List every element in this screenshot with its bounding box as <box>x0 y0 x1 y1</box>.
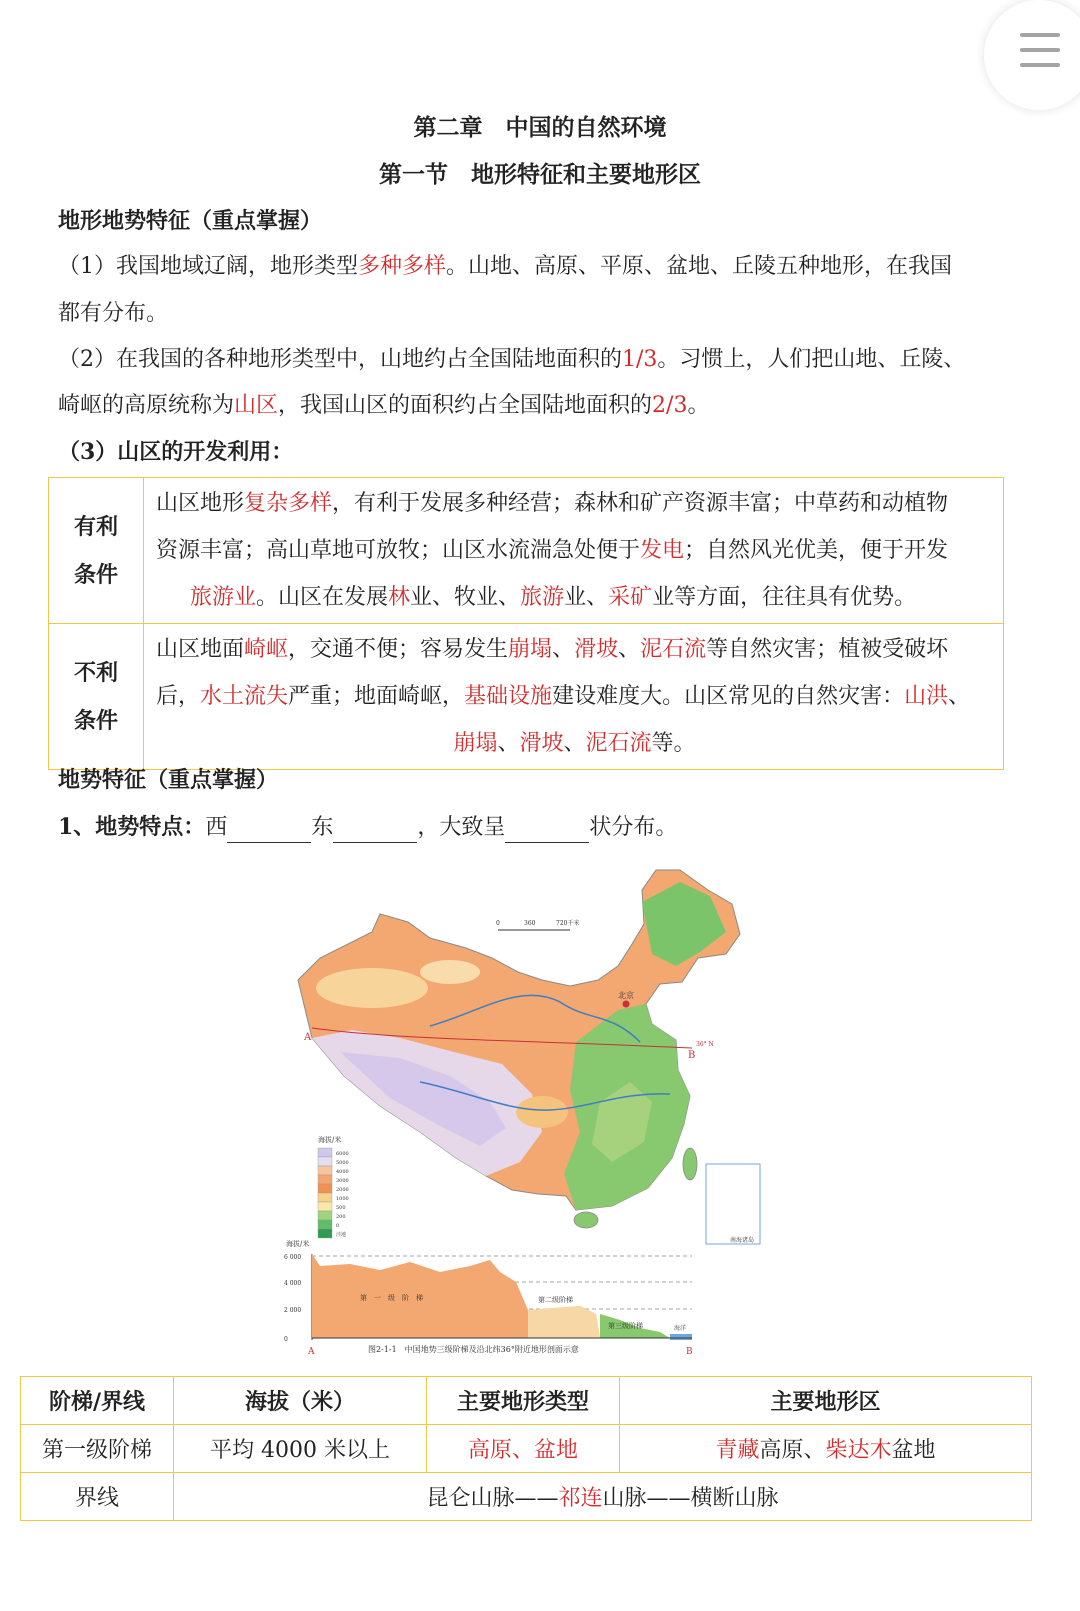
unfavorable-text: 山区地面崎岖，交通不便；容易发生崩塌、滑坡、泥石流等自然灾害；植被受破坏 后，水土流失严重；地面崎岖，基础设施建设难度大。山区常见的自然灾害：山洪、 崩塌、滑坡、泥石流等。 <box>144 624 1004 770</box>
legend-label: 4000 <box>336 1169 349 1175</box>
taiwan <box>683 1148 697 1180</box>
cell-first-altitude: 平均 4000 米以上 <box>174 1425 427 1473</box>
relief-question: 1、地势特点：西 东 ，大致呈 状分布。 <box>58 812 677 843</box>
legend-swatch <box>318 1220 332 1229</box>
para1-line1: （1）我国地域辽阔，地形类型多种多样。山地、高原、平原、盆地、丘陵五种地形，在我国 <box>58 254 953 279</box>
point-b-label: B <box>688 1050 696 1061</box>
blank-east <box>333 820 417 843</box>
sichuan-basin <box>516 1096 568 1128</box>
steps-row-boundary <box>21 1473 1032 1521</box>
svg-text:720千米: 720千米 <box>556 920 580 927</box>
beijing-label: 北京 <box>618 991 634 1000</box>
blank-shape <box>505 820 589 843</box>
china-terrain-map <box>280 862 780 1362</box>
legend-label: 1000 <box>336 1196 349 1202</box>
section-title: 第一节 地形特征和主要地形区 <box>379 161 701 188</box>
header-step: 阶梯/界线 <box>21 1377 174 1425</box>
svg-text:南海诸岛: 南海诸岛 <box>730 1237 755 1244</box>
latitude-label: 36° N <box>696 1041 714 1048</box>
legend-label: 500 <box>336 1205 346 1211</box>
south-sea-inset <box>706 1164 760 1244</box>
hamburger-menu-icon <box>1020 33 1060 37</box>
profile-tick-label: 4 000 <box>284 1280 302 1287</box>
legend-title: 海拔/米 <box>318 1136 342 1144</box>
svg-text:A: A <box>308 1347 315 1357</box>
legend-label: 洼地 <box>336 1232 347 1238</box>
legend-label: 5000 <box>336 1160 349 1166</box>
cell-boundary-label: 界线 <box>21 1473 174 1521</box>
para2-line1: （2）在我国的各种地形类型中，山地约占全国陆地面积的1/3。习惯上，人们把山地、丘陵、 <box>58 347 966 372</box>
legend-swatch <box>318 1229 332 1238</box>
header-landform-type: 主要地形类型 <box>427 1377 620 1425</box>
hainan <box>574 1212 598 1228</box>
menu-button[interactable] <box>984 0 1080 110</box>
legend-swatch <box>318 1211 332 1220</box>
unfavorable-row <box>49 624 1004 770</box>
step3-label: 第三级阶梯 <box>608 1322 643 1330</box>
legend-label: 3000 <box>336 1178 349 1184</box>
profile-tick-label: 2 000 <box>284 1307 302 1314</box>
legend-swatch <box>318 1193 332 1202</box>
favorable-row <box>49 478 1004 624</box>
legend-swatch <box>318 1175 332 1184</box>
step1-label: 第 一 级 阶 梯 <box>360 1294 423 1302</box>
steps-header-row <box>21 1377 1032 1425</box>
chapter-title: 第二章 中国的自然环境 <box>413 114 667 141</box>
figure-caption: 图2-1-1 中国地势三级阶梯及沿北纬36°附近地形剖面示意 <box>368 1345 579 1354</box>
legend-swatch <box>318 1202 332 1211</box>
cell-first-region: 青藏高原、柴达木盆地 <box>620 1425 1032 1473</box>
beijing-marker <box>623 1001 630 1008</box>
profile-tick-label: 0 <box>284 1336 288 1343</box>
para2-line2: 崎岖的高原统称为山区，我国山区的面积约占全国陆地面积的2/3。 <box>58 393 710 418</box>
favorable-label: 有利 条件 <box>49 478 144 624</box>
legend-swatch <box>318 1148 332 1157</box>
cell-first-type: 高原、盆地 <box>427 1425 620 1473</box>
cell-first-step: 第一级阶梯 <box>21 1425 174 1473</box>
steps-table <box>20 1376 1032 1521</box>
sea-label: 海洋 <box>674 1325 687 1332</box>
legend-label: 200 <box>336 1214 346 1220</box>
conditions-table <box>48 477 1004 770</box>
header-altitude: 海拔（米） <box>174 1377 427 1425</box>
header-landform-region: 主要地形区 <box>620 1377 1032 1425</box>
point-a-label: A <box>304 1032 312 1043</box>
cell-boundary-value: 昆仑山脉——祁连山脉——横断山脉 <box>174 1473 1032 1521</box>
profile-axis-label: 海拔/米 <box>286 1240 310 1248</box>
steps-row-first <box>21 1425 1032 1473</box>
terrain-heading: 地形地势特征（重点掌握） <box>58 208 323 234</box>
legend-label: 6000 <box>336 1151 349 1157</box>
legend-swatch <box>318 1157 332 1166</box>
svg-text:B: B <box>686 1347 693 1357</box>
svg-text:0: 0 <box>496 920 500 927</box>
favorable-text: 山区地形复杂多样，有利于发展多种经营；森林和矿产资源丰富；中草药和动植物 资源丰富；高山草地可放牧；山区水流湍急处便于发电；自然风光优美，便于开发 旅游业。山区在发展林业、牧业、旅游业、采矿业等方面，往往具有优势。 <box>144 478 1004 624</box>
mountain-dev-heading: （3）山区的开发利用： <box>58 439 294 465</box>
profile-tick-label: 6 000 <box>284 1254 302 1261</box>
legend-label: 2000 <box>336 1187 349 1193</box>
legend-swatch <box>318 1184 332 1193</box>
svg-text:360: 360 <box>524 920 536 927</box>
step2-label: 第二级阶梯 <box>538 1296 573 1304</box>
profile-ticks <box>284 1254 301 1343</box>
blank-west <box>227 820 311 843</box>
unfavorable-label: 不利 条件 <box>49 624 144 770</box>
legend-swatch <box>318 1166 332 1175</box>
para1-line2: 都有分布。 <box>58 301 169 326</box>
tarim-basin <box>316 968 428 1008</box>
relief-heading: 地势特征（重点掌握） <box>58 767 279 793</box>
legend-label: 0 <box>336 1223 340 1229</box>
legend <box>318 1148 349 1238</box>
